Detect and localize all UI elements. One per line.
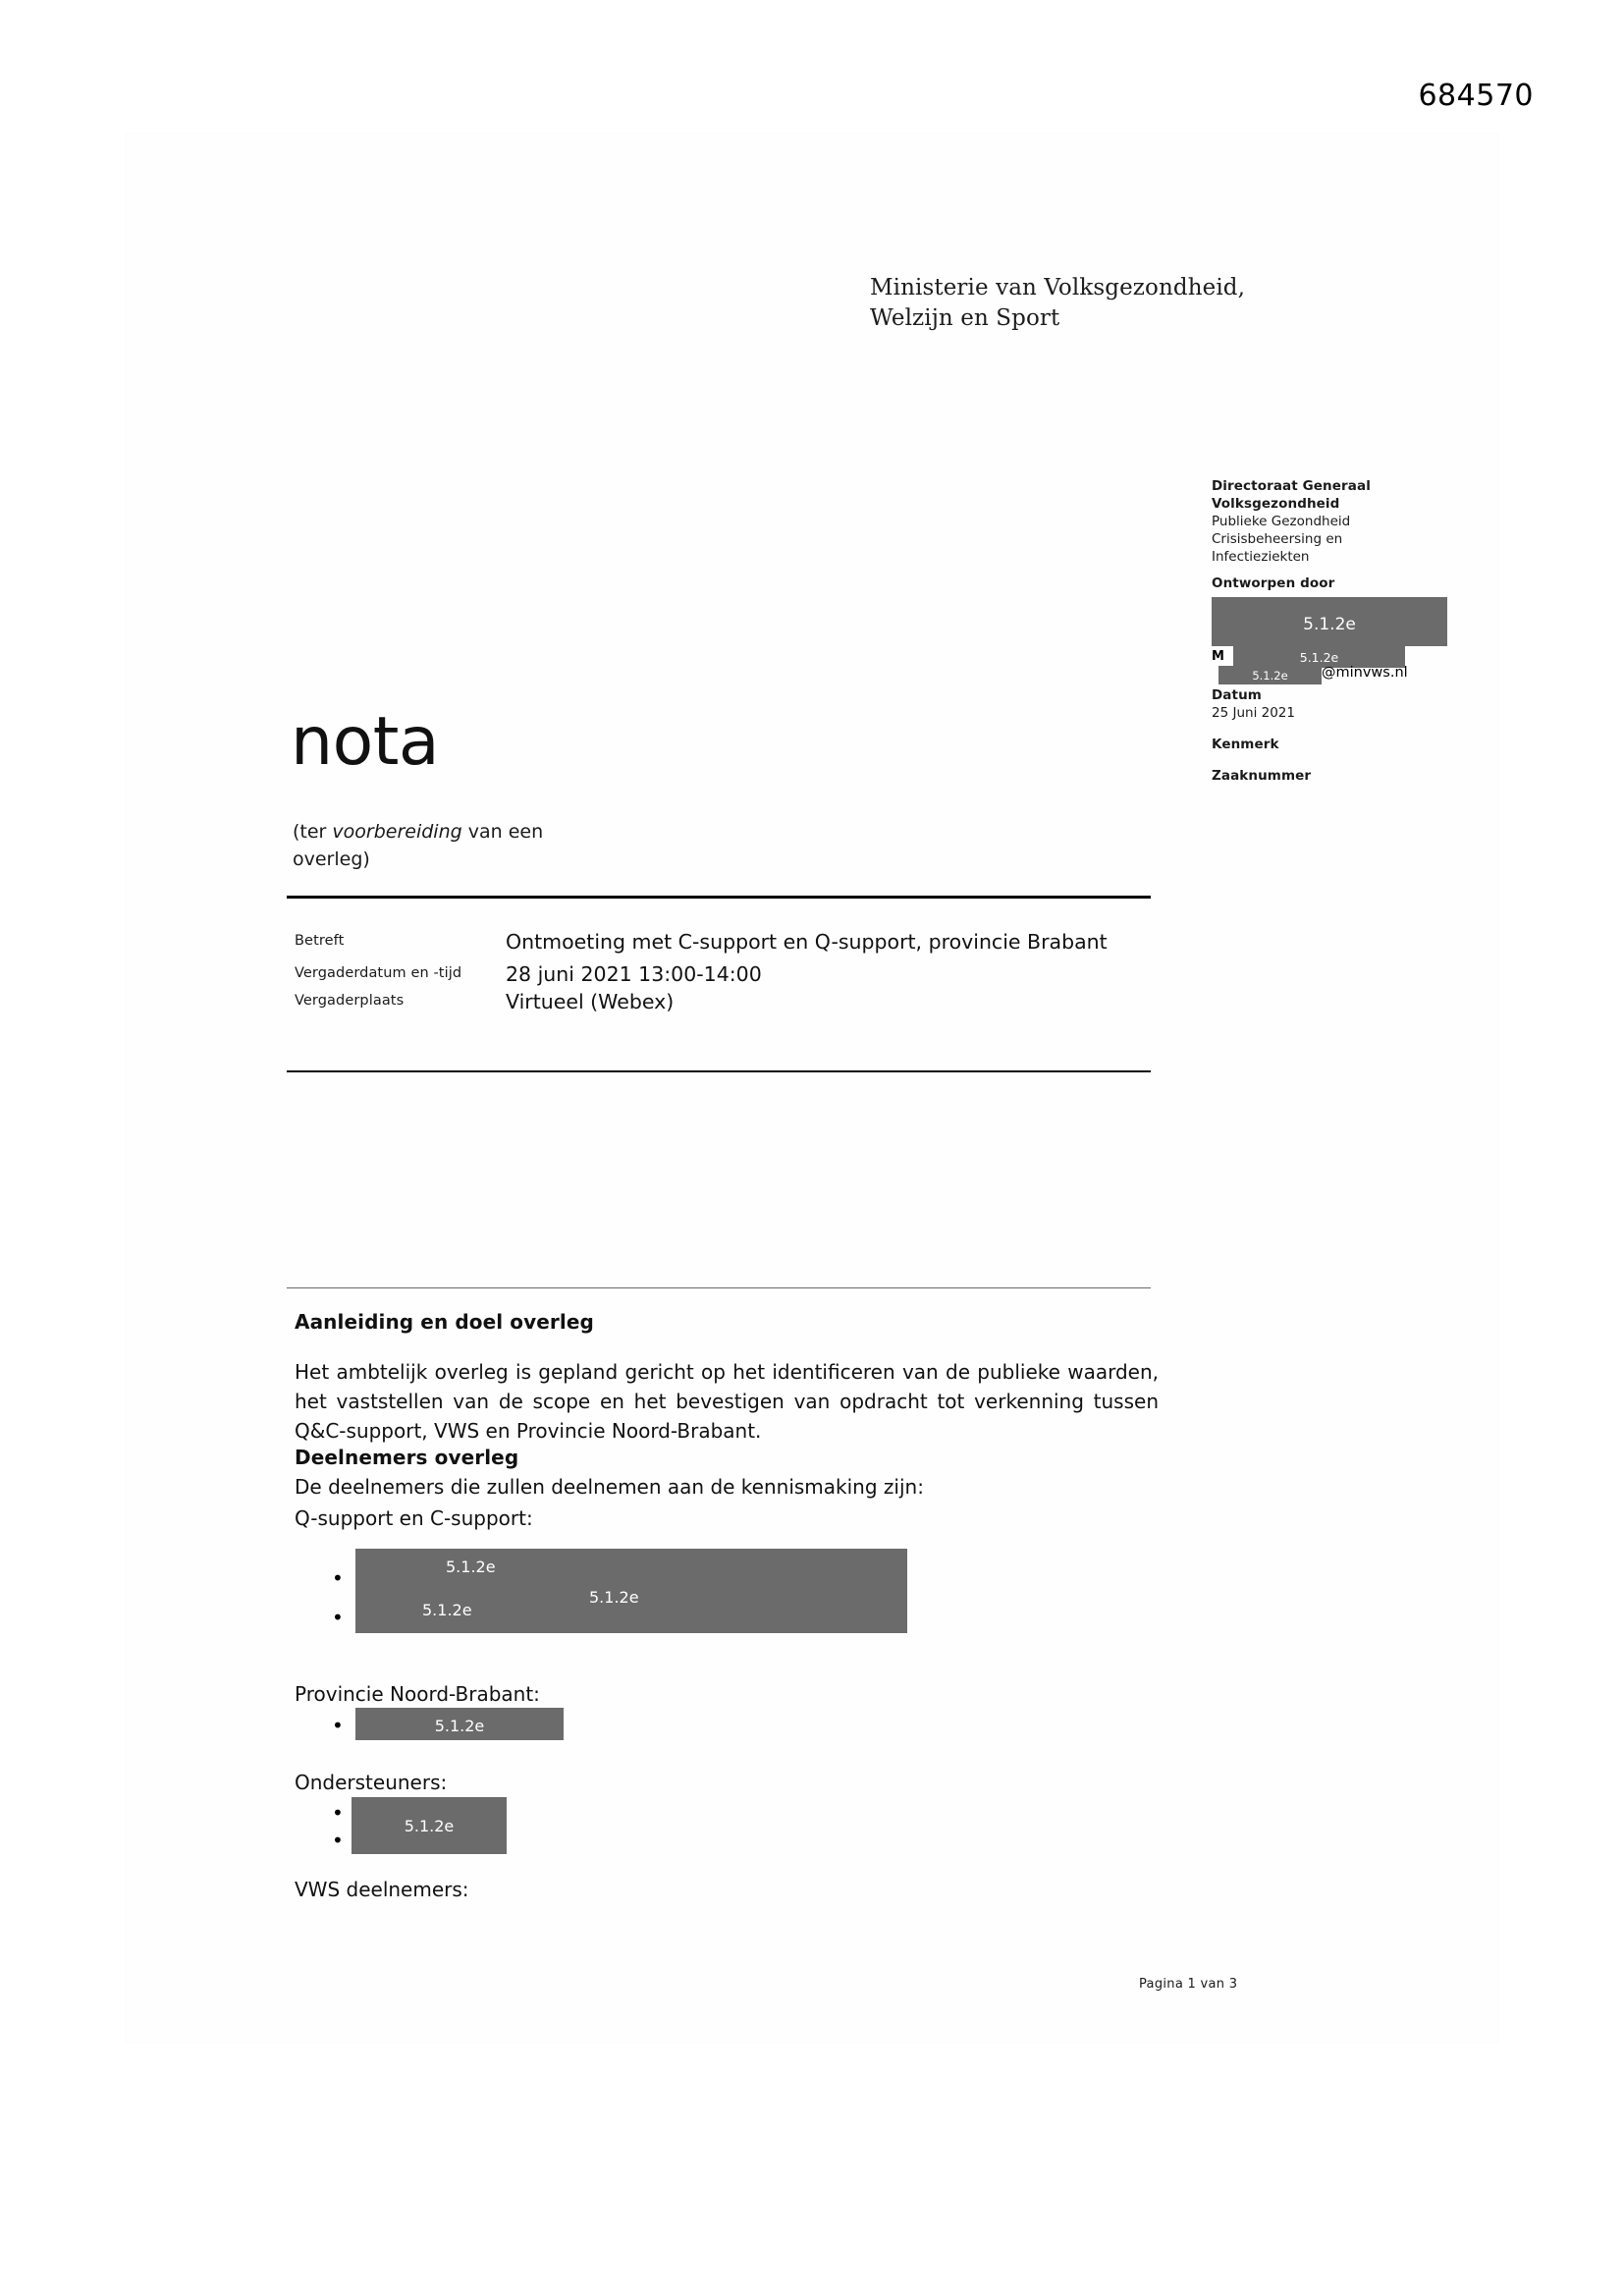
page-subtitle [293, 819, 607, 873]
section-heading-deelnemers: Deelnemers overleg [295, 1446, 519, 1469]
meeting-subject-label: Betreft [295, 933, 345, 949]
page-identifier: 684570 [1418, 79, 1534, 113]
group-label-provincie: Provincie Noord-Brabant: [295, 1681, 540, 1706]
directorate-line-1: Directoraat Generaal [1212, 478, 1371, 494]
redaction-email-local [1218, 666, 1322, 684]
paragraph-aanleiding: Het ambtelijk overleg is gepland gericht op het identificeren van de publieke waarden, het vaststellen van de scope en het bevestigen van opdracht tot verkenning tussen Q&C-support, VWS en Provincie Noord-Brabant. [295, 1360, 1159, 1443]
redaction-label: 5.1.2e [1299, 649, 1339, 665]
redaction-label: 5.1.2e [1252, 668, 1288, 683]
divider-above-meeting [287, 896, 1151, 899]
list-item [332, 1568, 344, 1588]
ministry-line-1: Ministerie van Volksgezondheid, [870, 275, 1246, 301]
date-value: 25 Juni 2021 [1212, 704, 1295, 721]
kenmerk-label: Kenmerk [1212, 736, 1279, 752]
meeting-subject-row [295, 929, 1159, 957]
meeting-subject-value: Ontmoeting met C-support en Q-support, provincie Brabant [506, 930, 1108, 954]
list-item [332, 1831, 344, 1850]
group-label-q-c-support: Q-support en C-support: [295, 1506, 533, 1531]
redaction-block-provincie [355, 1708, 564, 1740]
subtitle-suffix: van een overleg) [293, 821, 544, 870]
page-footer: Pagina 1 van 3 [1139, 1977, 1238, 1992]
meeting-location-row [295, 989, 1159, 1016]
meeting-datetime-value: 28 juni 2021 13:00-14:00 [506, 961, 762, 986]
meeting-location-value: Virtueel (Webex) [506, 989, 675, 1013]
department-line-2: Crisisbeheersing en [1212, 530, 1343, 547]
redaction-label: 5.1.2e [446, 1557, 496, 1576]
redaction-block-ondersteuners [352, 1797, 507, 1854]
subtitle-prefix: (ter [293, 821, 333, 843]
department-line-3: Infectieziekten [1212, 548, 1310, 565]
divider-above-body [287, 1287, 1151, 1288]
page-title: nota [291, 703, 440, 781]
meeting-location-label: Vergaderplaats [295, 992, 405, 1009]
metadata-column [1212, 478, 1467, 786]
redaction-label: 5.1.2e [422, 1600, 472, 1619]
zaaknummer-label: Zaaknummer [1212, 767, 1312, 784]
ministry-line-2: Welzijn en Sport [870, 304, 1060, 331]
subtitle-italic: voorbereiding [332, 821, 462, 843]
mobile-label: M [1212, 648, 1224, 664]
redaction-label: 5.1.2e [1303, 614, 1356, 634]
designed-by-redaction-group [1212, 597, 1467, 683]
participant-group-provincie [295, 1708, 1159, 1765]
department-line-1: Publieke Gezondheid [1212, 513, 1351, 529]
redaction-block-participants [355, 1549, 907, 1633]
participant-group-q-c-support [295, 1549, 1159, 1676]
group-label-ondersteuners: Ondersteuners: [295, 1771, 448, 1795]
ministry-wordmark [870, 273, 1245, 333]
redaction-label: 5.1.2e [589, 1587, 639, 1607]
list-item [332, 1608, 344, 1627]
deelnemers-intro: De deelnemers die zullen deelnemen aan de kennismaking zijn: [295, 1475, 924, 1499]
meeting-datetime-row [295, 961, 1159, 989]
meeting-datetime-label: Vergaderdatum en -tijd [295, 964, 462, 981]
redaction-designer-name [1212, 597, 1447, 646]
list-item [332, 1716, 344, 1735]
date-label: Datum [1212, 686, 1262, 703]
section-heading-aanleiding: Aanleiding en doel overleg [295, 1310, 594, 1334]
meeting-details [295, 929, 1159, 1016]
group-label-vws: VWS deelnemers: [295, 1877, 469, 1901]
divider-below-meeting [287, 1070, 1151, 1072]
email-domain: @minvws.nl [1322, 664, 1408, 681]
list-item [332, 1803, 344, 1823]
redaction-label: 5.1.2e [434, 1717, 485, 1736]
participant-group-ondersteuners [295, 1797, 1159, 1872]
redaction-label: 5.1.2e [404, 1816, 455, 1835]
document-body [295, 1310, 1159, 1903]
directorate-line-2: Volksgezondheid [1212, 495, 1340, 512]
designed-by-label: Ontworpen door [1212, 574, 1335, 591]
